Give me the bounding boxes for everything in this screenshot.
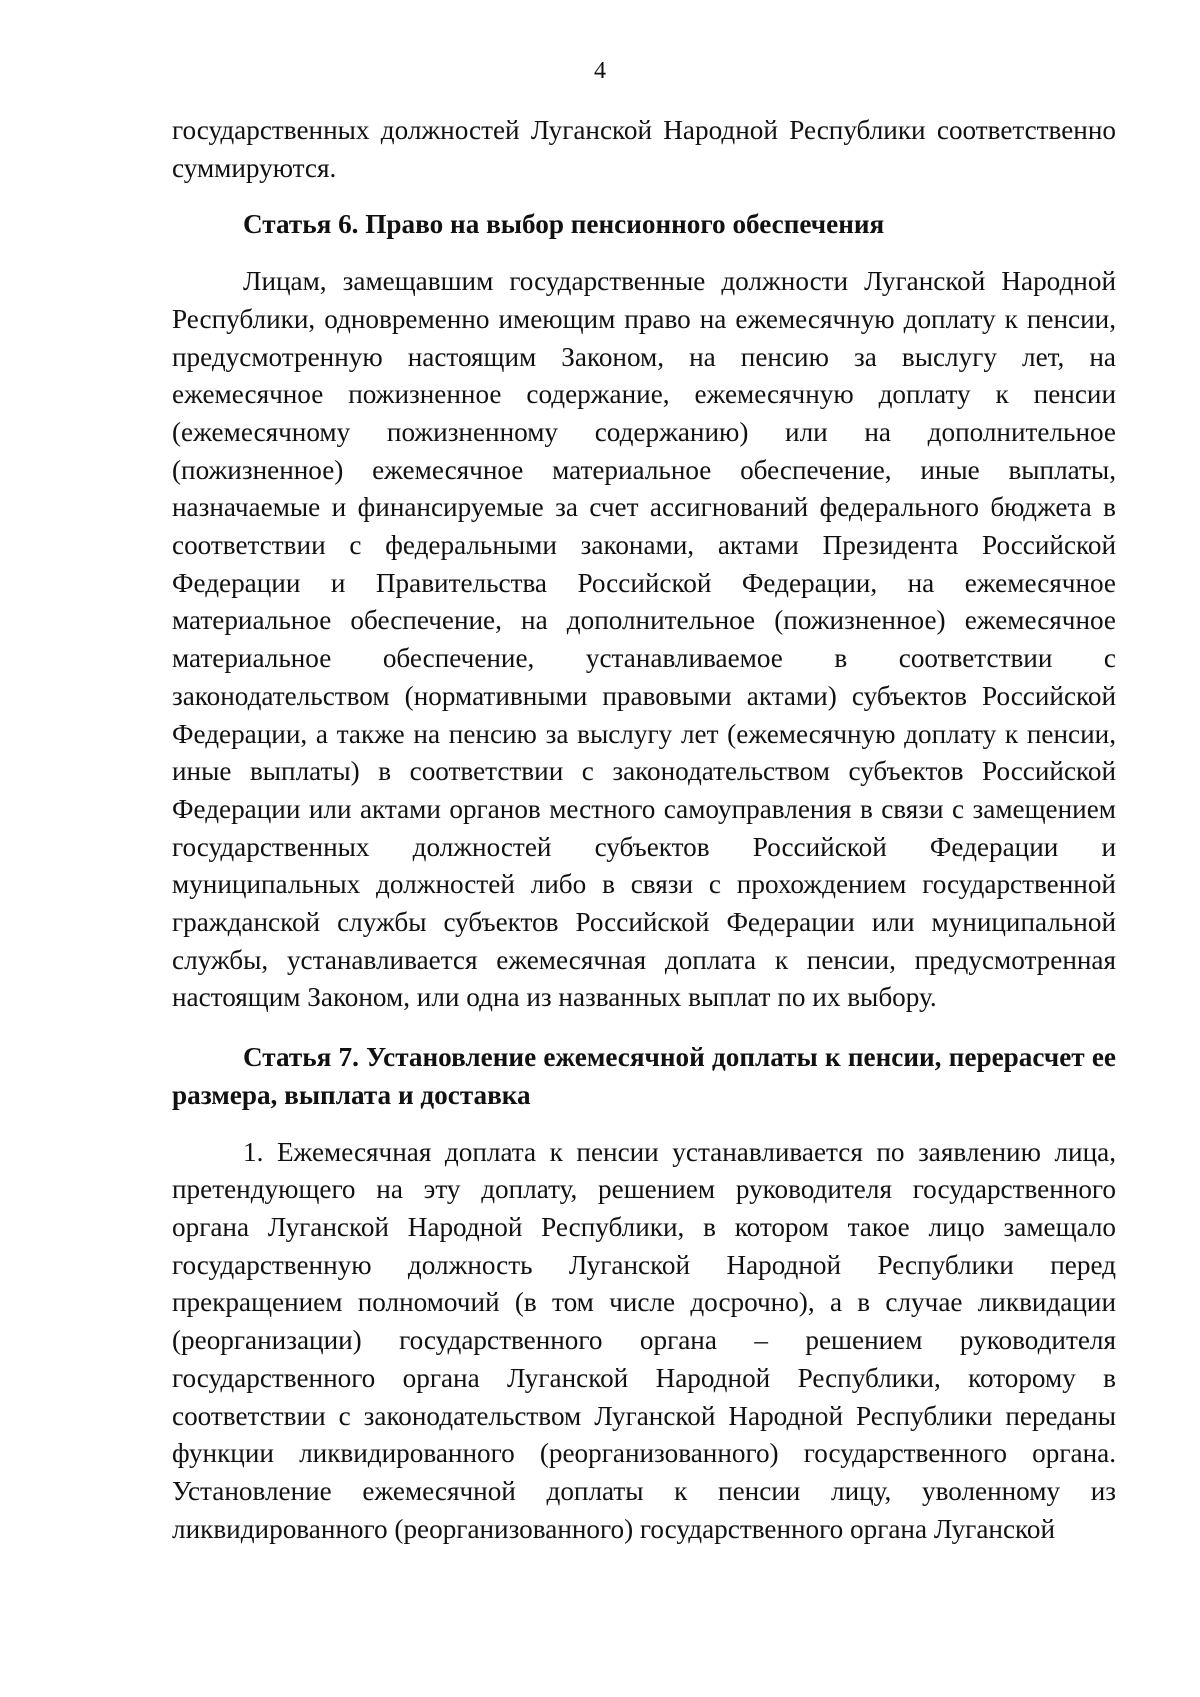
article-7-heading: Статья 7. Установление ежемесячной доплаты к пенсии, перерасчет ее размера, выплата и доставка (172, 1042, 1116, 1110)
article-6-heading: Статья 6. Право на выбор пенсионного обеспечения (243, 209, 885, 240)
document-body (172, 112, 1116, 1548)
article-6-text: Лицам, замещавшим государственные должности Луганской Народной Республики, одновременно имеющим право на ежемесячную доплату к пенсии, предусмотренную настоящим Законом, на пенсию за выслугу лет, на ежемесячное пожизненное содержание, ежемесячную доплату к пенсии (ежемесячному пожизненному содержанию) или на дополнительное (пожизненное) ежемесячное материальное обеспечение, иные выплаты, назначаемые и финансируемые за счет ассигнований федерального бюджета в соответствии с федеральными законами, актами Президента Российской Федерации и Правительства Российской Федерации, на ежемесячное материальное обеспечение, на дополнительное (пожизненное) ежемесячное материальное обеспечение, устанавливаемое в соответствии с законодательством (нормативными правовыми актами) субъектов Российской Федерации, а также на пенсию за выслугу лет (ежемесячную доплату к пенсии, иные выплаты) в соответствии с законодательством субъектов Российской Федерации или актами органов местного самоуправления в связи с замещением государственных должностей субъектов Российской Федерации и муниципальных должностей либо в связи с прохождением государственной гражданской службы субъектов Российской Федерации или муниципальной службы, устанавливается ежемесячная доплата к пенсии, предусмотренная настоящим Законом, или одна из названных выплат по их выбору. (172, 266, 1116, 1013)
paragraph-continuation: государственных должностей Луганской Народной Республики соответственно суммируются. (172, 115, 1116, 183)
page-number: 4 (594, 58, 606, 84)
article-7-paragraph-1: 1. Ежемесячная доплата к пенсии устанавливается по заявлению лица, претендующего на эту доплату, решением руководителя государственного органа Луганской Народной Республики, в котором такое лицо замещало государственную должность Луганской Народной Республики перед прекращением полномочий (в том числе досрочно), а в случае ликвидации (реорганизации) государственного органа – решением руководителя государственного органа Луганской Народной Республики, которому в соответствии с законодательством Луганской Народной Республики переданы функции ликвидированного (реорганизованного) государственного органа. Установление ежемесячной доплаты к пенсии лицу, уволенному из ликвидированного (реорганизованного) государственного органа Луганской (172, 1136, 1116, 1544)
